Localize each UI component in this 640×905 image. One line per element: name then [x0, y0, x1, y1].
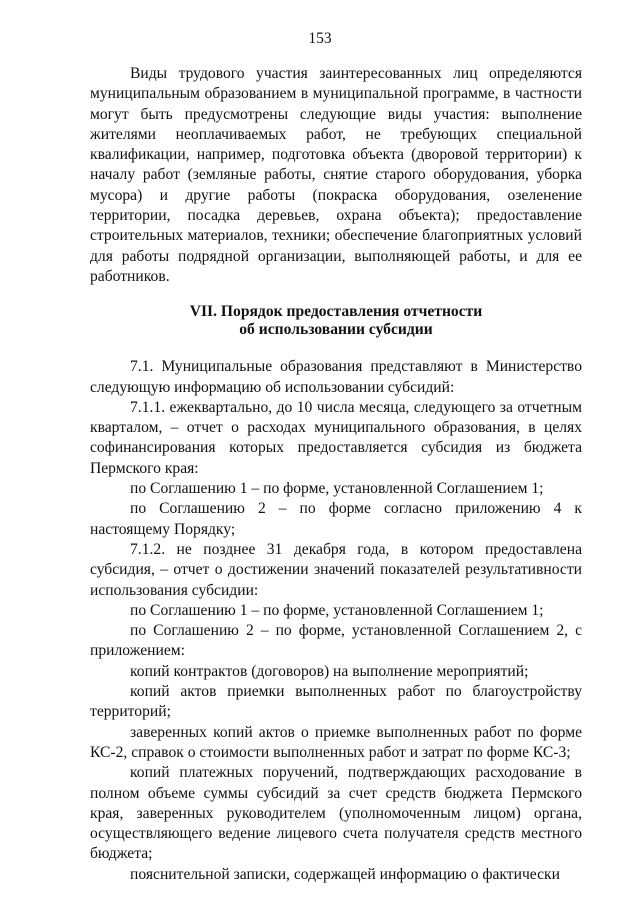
- paragraph-agreement-1-annual: по Соглашению 1 – по форме, установленной Соглашением 1;: [130, 601, 544, 619]
- document-body: [90, 64, 582, 885]
- paragraph-contracts-copies: копий контрактов (договоров) на выполнение мероприятий;: [130, 662, 529, 680]
- paragraph-acceptance-acts: копий актов приемки выполненных работ по благоустройству территорий;: [90, 683, 582, 721]
- paragraph-agreement-2-quarterly: по Соглашению 2 – по форме согласно приложению 4 к настоящему Порядку;: [90, 500, 582, 538]
- page-number: 153: [308, 30, 332, 47]
- paragraph-ks-forms: заверенных копий актов о приемке выполненных работ по форме КС-2, справок о стоимости выполненных работ и затрат по форме КС-3;: [90, 723, 582, 761]
- paragraph-7-1-1: 7.1.1. ежеквартально, до 10 числа месяца, следующего за отчетным кварталом, – отчет о расходах муниципального образования, в целях софинансирования которых предоставляется субсидия из бюджета Пермского края:: [90, 398, 582, 477]
- section-heading-line-2: об использовании субсидии: [239, 321, 433, 339]
- paragraph-payment-orders: копий платежных поручений, подтверждающих расходование в полном объеме суммы субсидий за счет средств бюджета Пермского края, заверенных руководителем (уполномоченным лицом) органа, осуществляющего ведение лицевого счета получателя средств местного бюджета;: [90, 764, 582, 863]
- paragraph-agreement-2-annual: по Соглашению 2 – по форме, установленной Соглашением 2, с приложением:: [90, 622, 582, 660]
- paragraph-explanatory-note: пояснительной записки, содержащей информацию о фактически: [130, 865, 560, 883]
- paragraph-agreement-1-quarterly: по Соглашению 1 – по форме, установленной Соглашением 1;: [130, 480, 544, 498]
- paragraph-7-1-2: 7.1.2. не позднее 31 декабря года, в котором предоставлена субсидия, – отчет о достижении значений показателей результативности использования субсидии:: [90, 540, 582, 599]
- paragraph-7-1: 7.1. Муниципальные образования представляют в Министерство следующую информацию об использовании субсидий:: [90, 358, 582, 396]
- section-heading: [90, 303, 582, 339]
- section-heading-line-1: VII. Порядок предоставления отчетности: [189, 303, 483, 321]
- intro-paragraph: Виды трудового участия заинтересованных лиц определяются муниципальным образованием в муниципальной программе, в частности могут быть предусмотрены следующие виды участия: выполнение жителями неоплачиваемых работ, не требующих специальной квалификации, например, подготовка объекта (дворовой территории) к началу работ (земляные работы, снятие старого оборудования, уборка мусора) и другие работы (покраска оборудования, озеленение территории, посадка деревьев, охрана объекта); предоставление строительных материалов, техники; обеспечение благоприятных условий для работы подрядной организации, выполняющей работы, и для ее работников.: [90, 65, 582, 285]
